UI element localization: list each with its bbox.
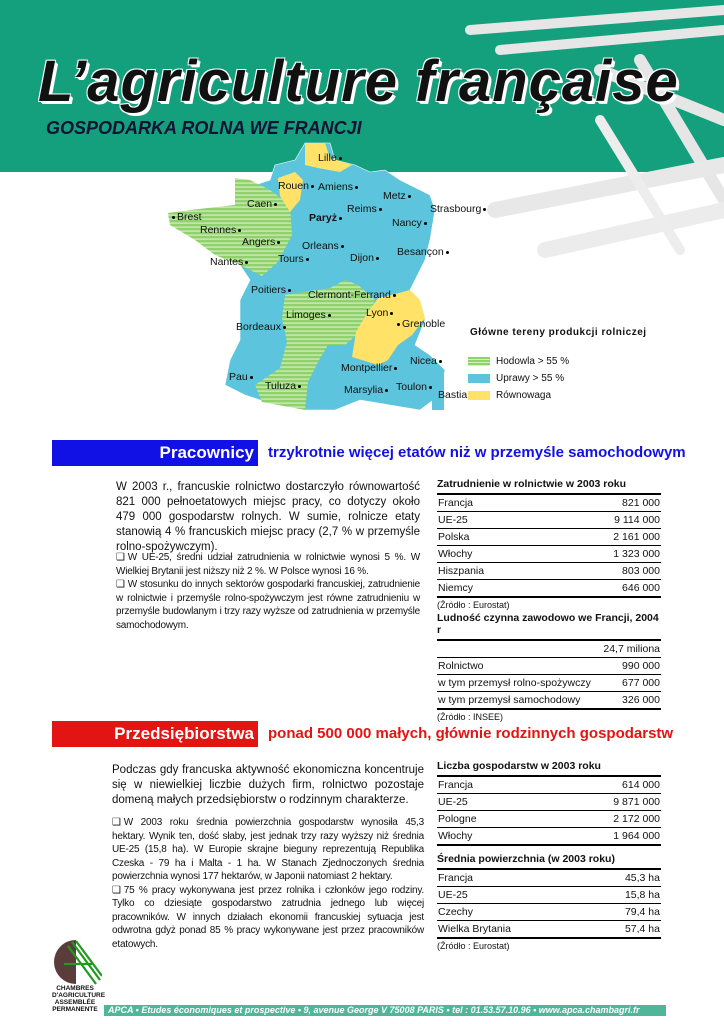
table-cell-label: Czechy (438, 906, 474, 918)
table-cell-value: 677 000 (622, 677, 660, 689)
map-legend-title: Główne tereny produkcji rolniczej (470, 327, 647, 338)
table-cell-value: 990 000 (622, 660, 660, 672)
table-cell-label: Rolnictwo (438, 660, 484, 672)
map-city-label (229, 371, 255, 383)
section-label-workers: Pracownicy (52, 440, 258, 466)
city-dot-icon (394, 367, 397, 370)
bullet-text: W UE-25, średni udział zatrudnienia w rolnictwie wynosi 5 %. W Wielkiej Brytanii jest niższy niż 2 %. W Polsce wynosi 16 %. (116, 552, 420, 577)
map-city-label (200, 224, 243, 236)
city-name: Reims (347, 203, 377, 215)
city-dot-icon (339, 157, 342, 160)
city-dot-icon (245, 261, 248, 264)
table-cell-value: 646 000 (622, 582, 660, 594)
city-name: Metz (383, 190, 406, 202)
legend-swatch (468, 391, 490, 400)
map-city-label (344, 384, 390, 396)
city-name: Nicea (410, 355, 437, 367)
table-cell-label: w tym przemysł rolno-spożywczy (438, 677, 591, 689)
city-dot-icon (376, 257, 379, 260)
city-dot-icon (379, 208, 382, 211)
page-title: L’agriculture française (38, 49, 679, 114)
table-cell-label: Niemcy (438, 582, 474, 594)
map-city-label (383, 190, 413, 202)
map-city-label (318, 152, 344, 164)
map-city-label (308, 289, 398, 301)
city-dot-icon (385, 389, 388, 392)
map-city-label (366, 307, 395, 319)
table-cell-value: 57,4 ha (624, 923, 660, 935)
table-row (437, 495, 661, 512)
city-name: Rouen (278, 180, 309, 192)
table-cell-value: 15,8 ha (624, 889, 660, 901)
table-cell-value: 614 000 (622, 779, 660, 791)
table-row (437, 870, 661, 887)
table-cell-value: 326 000 (622, 694, 660, 706)
city-name: Bastia (438, 389, 468, 401)
table-row (437, 563, 661, 580)
table-cell-value: 79,4 ha (624, 906, 660, 918)
table-cell-label: Francja (438, 779, 474, 791)
map-city-label (251, 284, 293, 296)
table-cell-label: UE-25 (438, 514, 468, 526)
city-name: Poitiers (251, 284, 287, 296)
city-name: Lyon (366, 307, 389, 319)
workers-intro: W 2003 r., francuskie rolnictwo dostarczyło równowartość 821 000 pełnoetatowych miejsc pracy, co dotyczy około 479 000 gospodarstw rolnych. W sumie, rolnicze etaty stanowią 4 % francuskich miejsc pracy (2,7 % w przemyśle rolno-spożywczym). (116, 481, 420, 553)
checkbox-bullet-icon: ❑ (116, 579, 125, 590)
city-dot-icon (328, 314, 331, 317)
legend-item-crops (468, 373, 564, 384)
legend-swatch (468, 357, 490, 366)
table-cell-label: Francja (438, 872, 474, 884)
bullet-item (116, 551, 420, 578)
table-cell-label: w tym przemysł samochodowy (438, 694, 581, 706)
city-name: Paryż (309, 212, 338, 224)
map-city-label (170, 211, 202, 223)
city-name: Montpellier (341, 362, 393, 374)
map-city-label (318, 181, 360, 193)
table-row (437, 828, 661, 846)
map-city-label (397, 246, 451, 258)
city-dot-icon (397, 323, 400, 326)
city-name: Toulon (396, 381, 427, 393)
section-label-enterprises: Przedsiębiorstwa (52, 721, 258, 747)
table-row (437, 777, 661, 794)
section-subtitle-workers: trzykrotnie więcej etatów niż w przemyśle samochodowym (268, 444, 686, 461)
city-name: Orleans (302, 240, 339, 252)
table-title: Zatrudnienie w rolnictwie w 2003 roku (437, 478, 661, 495)
city-dot-icon (288, 289, 291, 292)
table-row (437, 546, 661, 563)
map-city-label (395, 318, 445, 330)
table-row (437, 921, 661, 939)
map-city-label (210, 256, 250, 268)
table-cell-value: 9 114 000 (614, 514, 660, 526)
bullet-item (112, 884, 424, 952)
table-row (437, 887, 661, 904)
city-name: Bordeaux (236, 321, 281, 333)
map-city-label (430, 203, 488, 215)
table-cell-label: UE-25 (438, 796, 468, 808)
average-area-table (437, 853, 661, 951)
map-city-label (286, 309, 333, 321)
table-cell-label: UE-25 (438, 889, 468, 901)
table-cell-label: Polska (438, 531, 470, 543)
table-row (437, 641, 661, 658)
table-cell-label: Francja (438, 497, 474, 509)
table-cell-label: Hiszpania (438, 565, 485, 577)
table-cell-value: 1 964 000 (613, 830, 660, 842)
city-name: Marsylia (344, 384, 384, 396)
table-row (437, 658, 661, 675)
farms-count-table (437, 760, 661, 846)
legend-label: Hodowla > 55 % (496, 356, 570, 367)
apca-logo (52, 938, 102, 986)
city-dot-icon (306, 258, 309, 261)
city-name: Tours (278, 253, 304, 265)
employment-table (437, 478, 661, 610)
city-dot-icon (311, 185, 314, 188)
map-city-label (350, 252, 381, 264)
bullet-text: W 2003 roku średnia powierzchnia gospodarstw wynosiła 45,3 hektary. Wynik ten, dość słaby, jest jednak trzy razy wyższy niż średnia UE-25 (15,8 ha). W Europie skrajne bieguny reprezentują Republika Czeska - 79 ha i Malta - 1 ha. W Stanach Zjednoczonych średnia powierzchnia wynosi 177 hektarów, w Japonii natomiast 2 hektary. (112, 817, 424, 882)
city-name: Nantes (210, 256, 244, 268)
table-cell-value: 2 172 000 (613, 813, 660, 825)
city-name: Tuluza (265, 380, 297, 392)
bullet-item (112, 816, 424, 884)
map-city-label (341, 362, 399, 374)
bullet-item (116, 578, 420, 632)
city-name: Limoges (286, 309, 326, 321)
map-city-label (247, 198, 279, 210)
city-name: Nancy (392, 217, 422, 229)
city-dot-icon (393, 294, 396, 297)
workers-bullets (116, 551, 420, 632)
table-cell-value: 803 000 (622, 565, 660, 577)
map-city-label (278, 180, 316, 192)
table-cell-label: Wielka Brytania (438, 923, 511, 935)
city-name: Grenoble (402, 318, 446, 330)
city-dot-icon (250, 376, 253, 379)
enterprises-bullets (112, 816, 424, 951)
table-row (437, 692, 661, 710)
map-city-label (302, 240, 346, 252)
table-row (437, 529, 661, 546)
map-city-label (236, 321, 288, 333)
city-dot-icon (483, 208, 486, 211)
city-name: Brest (177, 211, 202, 223)
map-city-label (265, 380, 303, 392)
table-cell-label: Włochy (438, 830, 473, 842)
city-dot-icon (341, 245, 344, 248)
checkbox-bullet-icon: ❑ (112, 884, 121, 896)
table-title: Ludność czynna zawodowo we Francji, 2004 r (437, 612, 661, 641)
city-dot-icon (390, 312, 393, 315)
table-row (437, 580, 661, 598)
city-name: Besançon (397, 246, 444, 258)
city-dot-icon (429, 386, 432, 389)
city-name: Dijon (350, 252, 374, 264)
table-cell-value: 2 161 000 (613, 531, 660, 543)
table-cell-value: 45,3 ha (624, 872, 660, 884)
table-source: (Źródło : INSEE) (437, 712, 504, 722)
map-city-label (392, 217, 429, 229)
legend-swatch (468, 374, 490, 383)
city-dot-icon (274, 203, 277, 206)
city-dot-icon (355, 186, 358, 189)
table-row (437, 904, 661, 921)
table-title: Średnia powierzchnia (w 2003 roku) (437, 853, 661, 870)
table-cell-label: Włochy (438, 548, 473, 560)
table-row (437, 675, 661, 692)
workforce-table (437, 612, 661, 722)
city-name: Strasbourg (430, 203, 482, 215)
legend-label: Uprawy > 55 % (496, 373, 565, 384)
table-row (437, 811, 661, 828)
checkbox-bullet-icon: ❑ (116, 552, 125, 563)
table-row (437, 512, 661, 529)
table-cell-value: 1 323 000 (613, 548, 660, 560)
city-dot-icon (238, 229, 241, 232)
city-name: Caen (247, 198, 273, 210)
city-dot-icon (439, 360, 442, 363)
section-subtitle-enterprises: ponad 500 000 małych, głównie rodzinnych gospodarstw (268, 725, 674, 742)
city-dot-icon (424, 222, 427, 225)
city-name: Lille (318, 152, 337, 164)
page-subtitle: GOSPODARKA ROLNA WE FRANCJI (46, 118, 362, 138)
map-city-label (278, 253, 311, 265)
bullet-text: W stosunku do innych sektorów gospodarki francuskiej, zatrudnienie w rolnictwie i przemyśle rolno-spożywczym jest równe zatrudnieniu w przemyśle budowlanym i trzy razy wyższe od zatrudnienia w przemyśle samochodowym. (116, 579, 420, 631)
city-name: Pau (229, 371, 248, 383)
table-source: (Źródło : Eurostat) (437, 600, 510, 610)
map-city-label (242, 236, 282, 248)
map-city-label (410, 355, 444, 367)
checkbox-bullet-icon: ❑ (112, 817, 121, 828)
city-name: Amiens (318, 181, 354, 193)
map-city-label (396, 381, 434, 393)
bullet-text: 75 % pracy wykonywana jest przez rolnika i członków jego rodziny. Tylko co dziesiąte gospodarstwo zatrudnia jednego lub więcej pracowników. W innych działach ekonomii francuskiej sytuacja jest odwrotna gdyż ponad 85 % pracy wykonywane jest przez pracowników etatowych. (112, 884, 424, 950)
table-cell-value: 9 871 000 (613, 796, 660, 808)
city-dot-icon (408, 195, 411, 198)
table-cell-value: 821 000 (622, 497, 660, 509)
city-dot-icon (172, 216, 175, 219)
city-dot-icon (446, 251, 449, 254)
city-dot-icon (339, 217, 342, 220)
table-source: (Źródło : Eurostat) (437, 941, 510, 951)
city-dot-icon (298, 385, 301, 388)
legend-item-livestock (468, 356, 569, 367)
enterprises-intro: Podczas gdy francuska aktywność ekonomiczna koncentruje się w niewielkiej liczbie dużych firm, rolnictwo pozostaje domeną małych przedsiębiorstw o rodzinnym charakterze. (112, 764, 424, 806)
map-city-label (309, 212, 344, 224)
legend-label: Równowaga (496, 390, 552, 401)
table-row (437, 794, 661, 811)
city-name: Angers (242, 236, 276, 248)
footer-contact-bar: APCA • Etudes économiques et prospective • 9, avenue George V 75008 PARIS • tel : 01.53.57.10.96 • www.apca.chambagri.fr (104, 1005, 666, 1016)
map-city-label (347, 203, 384, 215)
city-dot-icon (277, 241, 280, 244)
city-name: Clermont-Ferrand (308, 289, 391, 301)
table-title: Liczba gospodarstw w 2003 roku (437, 760, 661, 777)
table-cell-label: Pologne (438, 813, 477, 825)
city-dot-icon (283, 326, 286, 329)
table-cell-value: 24,7 miliona (603, 643, 660, 655)
legend-item-balanced (468, 390, 551, 401)
apca-logo-text: CHAMBRES D'AGRICULTURE ASSEMBLÉE PERMANENTE (52, 985, 106, 1013)
city-name: Rennes (200, 224, 237, 236)
